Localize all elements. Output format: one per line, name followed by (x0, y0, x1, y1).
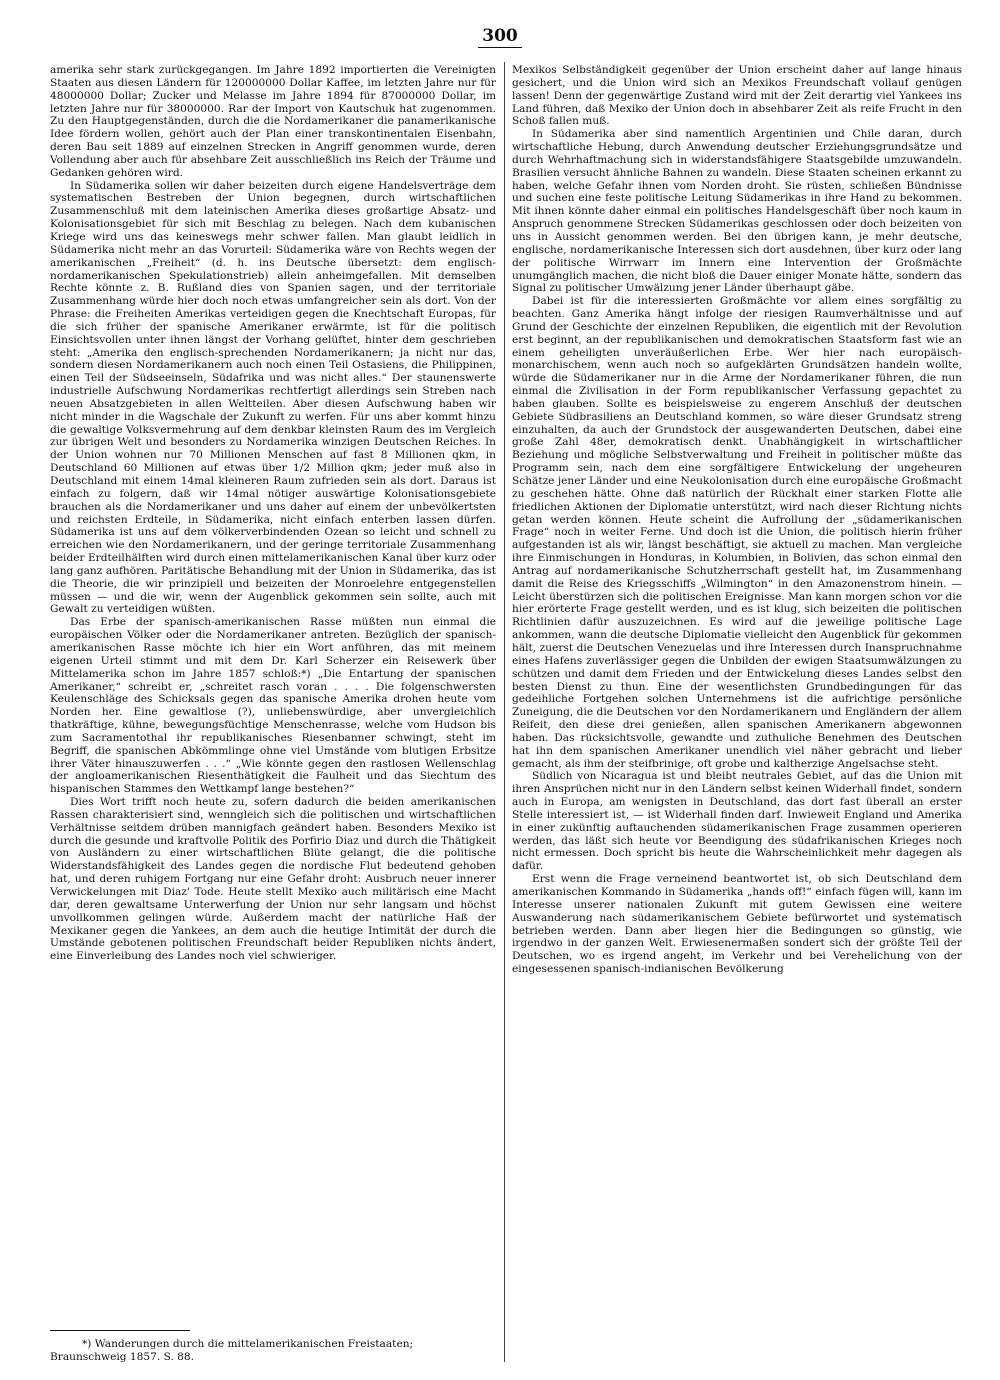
paragraph: amerika sehr stark zurückgegangen. Im Jahre 1892 importierten die Vereinigten Staaten aus diesen Ländern für 120000000 Dollar Kaffee, im letzten Jahre nur für 48000000 Dollar; Zucker und Melasse im Jahre 1894 für 87000000 Dollar, im letzten Jahre nur für 38000000. Rar der Import von Kautschuk hat zugenommen. Zu den Hauptgegenständen, durch die die Nordamerikaner die panamerikanische Idee fördern wollen, gehört auch der Plan einer transkontinentalen Eisenbahn, deren Bau seit 1889 auf einzelnen Strecken in Angriff genommen wurde, deren Vollendung aber auch für absehbare Zeit ausschließlich ins Reich der Träume und Gedanken gehören wird. (50, 64, 496, 179)
footnote-rule (50, 1330, 190, 1331)
page-number-rule (478, 47, 522, 48)
page-number: 300 (482, 26, 518, 46)
paragraph: Erst wenn die Frage verneinend beantwortet ist, ob sich Deutschland dem amerikanischen Kommando in Südamerika „hands off!“ einfach fügen will, kann im Interesse unserer nationalen Zukunft mit gutem Gewissen eine weitere Auswanderung nach südamerikanischem Gebiete befürwortet und systematisch betrieben werden. Dann aber liegen hier die Bedingungen so günstig, wie irgendwo in der ganzen Welt. Erwiesenermaßen sondert sich der größte Teil der Deutschen, wo es irgend angeht, im Verkehr und bei Verehelichung von der eingesessenen spanisch-indianischen Bevölkerung (512, 873, 962, 976)
footnote-line: Braunschweig 1857. S. 88. (50, 1351, 195, 1363)
column-divider (504, 62, 505, 1362)
left-column (50, 64, 496, 963)
paragraph: In Südamerika aber sind namentlich Argentinien und Chile daran, durch wirtschaftliche Hebung, durch Anwendung deutscher Erziehungsgrundsätze und durch Wehrhaftmachung sich in widerstandsfähigere Staatsgebilde umzuwandeln. Brasilien versucht ähnliche Bahnen zu wandeln. Diese Staaten scheinen erkannt zu haben, welche Gefahr ihnen vom Norden droht. Sie rüsten, schließen Bündnisse und suchen eine feste politische Leitung Südamerikas in ihre Hand zu bekommen. Mit ihnen könnte daher einmal ein politisches Handelsgeschäft über noch kaum in Anspruch genommene Strecken Südamerikas geschlossen oder doch beizeiten von uns in Aussicht genommen werden. Bei den übrigen kann, je mehr deutsche, englische, nordamerikanische Interessen sich dort ausdehnen, über kurz oder lang der politische Wirrwarr im Innern eine Intervention der Großmächte unumgänglich machen, die nicht bloß die Dauer einiger Monate hätte, sondern das Signal zu politischer Umwälzung jener Länder überhaupt gäbe. (512, 128, 962, 295)
paragraph: Dabei ist für die interessierten Großmächte vor allem eines sorgfältig zu beachten. Ganz Amerika hängt infolge der riesigen Raumverhältnisse und auf Grund der Geschichte der einzelnen Republiken, die eigentlich mit der Revolution erst beginnt, an der republikanischen und demokratischen Staatsform fast wie an einem geheiligten unveräußerlichen Erbe. Wer hier nach europäisch-monarchischem, wenn auch noch so aufgeklärten Grundsätzen handeln wollte, würde die Südamerikaner nur in die Arme der Nordamerikaner führen, die nun einmal die Zivilisation in der Form republikanischer Verfassung gepachtet zu haben glauben. Sollte es beispielsweise zu engerem Anschluß der deutschen Gebiete Südbrasiliens an Deutschland kommen, so wäre dieser Grundsatz streng einzuhalten, da auch der Grundstock der ausgewanderten Deutschen, dabei eine große Zahl 48er, demokratisch denkt. Unabhängigkeit in wirtschaftlicher Beziehung und mögliche Selbstverwaltung und Freiheit in politischer müßte das Programm sein, nach dem eine sorgfältigere Entwickelung der ungeheuren Schätze jener Länder und eine Neukolonisation durch eine europäische Großmacht zu geschehen hätte. Ohne daß natürlich der Rückhalt einer starken Flotte alle friedlichen Aktionen der Diplomatie unterstützt, wird nach dieser Richtung nichts getan werden können. Heute scheint die Aufrollung der „südamerikanischen Frage“ noch in weiter Ferne. Und doch ist die Union, die politisch hierin früher aufgestanden ist als wir, längst beschäftigt, sie aktuell zu machen. Man vergleiche ihre Einmischungen in Honduras, in Kolumbien, in Bolivien, das schon einmal den Antrag auf nordamerikanische Schutzherrschaft gestellt hat, im Zusammenhang damit die Reise des Kriegsschiffs „Wilmington“ in den Amazonenstrom hinein. — Leicht überstürzen sich die politischen Ereignisse. Man kann morgen schon vor die hier erörterte Frage gestellt werden, und es ist klug, sich beizeiten die politischen Richtlinien dafür auszuzeichnen. Es wird auf die jeweilige politische Lage ankommen, wann die deutsche Diplomatie vielleicht den Augenblick für gekommen hält, zuerst die Deutschen Venezuelas und ihre Interessen durch Inanspruchnahme eines Hafens zuverlässiger gegen die Unbilden der ewigen Staatsumwälzungen zu schützen und damit dem Frieden und der Entwickelung dieses Landes selbst den besten Dienst zu thun. Eine der wesentlichsten Grundbedingungen für das gedeihliche Fortgehen solchen Unternehmens ist die aufrichtige persönliche Zuneigung, die die Deutschen vor den Nordamerikanern und Engländern der allem Reifeit, den diese drei genießen, allen spanischen Amerikanern abgewonnen haben. Das rücksichtsvolle, gewandte und zuthuliche Benehmen des Deutschen hat ihn dem spanischen Amerikaner unendlich viel näher gebracht und lieber gemacht, als ihm der steifbrinige, oft grobe und kaltherzige Angelsachse steht. (512, 295, 962, 770)
paragraph: Mexikos Selbständigkeit gegenüber der Union erscheint daher auf lange hinaus gesichert, und die Union wird sich an Mexikos Freundschaft vollauf genügen lassen! Denn der gegenwärtige Zustand wird mit der Zeit derartig viel Yankees ins Land führen, daß Mexiko der Union doch in absehbarer Zeit als reife Frucht in den Schoß fallen muß. (512, 64, 962, 128)
right-column (512, 64, 962, 976)
paragraph: Das Erbe der spanisch-amerikanischen Rasse müßten nun einmal die europäischen Völker oder die Nordamerikaner antreten. Bezüglich der spanisch-amerikanischen Rasse möchte ich hier ein Wort anführen, das mit meinem eigenen Urteil stimmt und mit dem Dr. Karl Scherzer ein Reisewerk über Mittelamerika schon im Jahre 1857 schloß:*) „Die Entartung der spanischen Amerikaner,“ schreibt er, „schreitet rasch voran . . . . Die folgenschwersten Keulenschläge des Schicksals gegen das spanische Amerika drohen heute vom Norden her. Eine gewaltlose (?), unliebenswürdige, aber unvergleichlich thatkräftige, kühne, bewegungsfüchtige Menschenrasse, welche vom Hudson bis zum Sacramentothal ihr republikanisches Riesenbanner schwingt, steht im Begriff, die spanischen Abkömmlinge ohne viel Umstände vom blutigen Erbsitze ihrer Väter hinauszuwerfen . . .“ „Wie könnte gegen den rastlosen Wellenschlag der angloamerikanischen Riesenthätigkeit die Faulheit und das Siechtum des hispanischen Stammes den Wettkampf lange bestehen?“ (50, 616, 496, 796)
paragraph: In Südamerika sollen wir daher beizeiten durch eigene Handelsverträge dem systematischen Bestreben der Union begegnen, durch wirtschaftlichen Zusammenschluß mit dem lateinischen Amerika dieses großartige Absatz- und Kolonisationsgebiet für sich mit Beschlag zu belegen. Nach dem kubanischen Kriege wird uns das keineswegs mehr schwer fallen. Man glaubt leidlich in Südamerika nicht mehr an das Vorurteil: Südamerika wäre von Rechts wegen der amerikanischen „Freiheit“ (d. h. ins Deutsche übersetzt: dem englisch-nordamerikanischen Spekulationstrieb) allein anheimgefallen. Mit demselben Rechte könnte z. B. Rußland dies von Spanien sagen, und der territoriale Zusammenhang würde hier doch noch etwas umfangreicher sein als dort. Von der Phrase: die Freiheiten Amerikas verteidigen gegen die Knechtschaft Europas, für die sich früher der spanische Amerikaner erwärmte, ist für die politisch Einsichtsvollen unter ihnen längst der Vorhang gelüftet, hinter dem geschrieben steht: „Amerika den englisch-sprechenden Nordamerikanern; ja nicht nur das, sondern diesen Nordamerikanern auch noch einen Teil Ostasiens, die Philippinen, einen Teil der Südseeinseln, Südafrika und was nicht alles.“ Der staunenswerte industrielle Aufschwung Nordamerikas rechtfertigt allerdings sein Streben nach neuen Absatzgebieten in allen Weltteilen. Aber diesen Aufschwung haben wir nicht minder in die Wagschale der Zukunft zu werfen. Für uns aber kommt hinzu die gewaltige Volksvermehrung auf dem denkbar kleinsten Raum des im Vergleich zur übrigen Welt und besonders zu Nordamerika winzigen Deutschen Reiches. In der Union wohnen nur 70 Millionen Menschen auf fast 8 Millionen qkm, in Deutschland 60 Millionen auf etwas über 1/2 Million qkm; jeder muß also in Deutschland mit einem 14mal kleineren Raum zufrieden sein als dort. Daraus ist einfach zu folgern, daß wir 14mal nötiger auswärtige Kolonisationsgebiete brauchen als die Nordamerikaner und uns daher auf einem der unbevölkertsten und reichsten Erdteile, in Südamerika, nicht einfach enterben lassen dürfen. Südamerika ist uns auf dem völkerverbindenden Ozean so leicht und schnell zu erreichen wie den Nordamerikanern, und der geringe territoriale Zusammenhang beider Erdteilhälften wird durch einen mittelamerikanischen Kanal über kurz oder lang ganz aufhören. Paritätische Behandlung mit der Union in Südamerika, das ist die Theorie, die wir prinzipiell und beizeiten der Monroelehre entgegenstellen müssen — und die wir, wenn der Augenblick gekommen sein sollte, auch mit Gewalt zu verteidigen wüßten. (50, 179, 496, 616)
footnote (50, 1338, 496, 1364)
paragraph: Südlich von Nicaragua ist und bleibt neutrales Gebiet, auf das die Union mit ihren Ansprüchen nicht nur in den Ländern selbst keinen Widerhall findet, sondern auch in Europa, am wenigsten in Deutschland, das dort fast überall an erster Stelle interessiert ist, — ist Widerhall finden darf. Inwieweit England und Amerika in einer zukünftig auftauchenden südamerikanischen Frage zusammen operieren werden, das läßt sich heute vor Beendigung des südafrikanischen Krieges noch nicht ermessen. Doch spricht bis heute die Wahrscheinlichkeit mehr dagegen als dafür. (512, 770, 962, 873)
paragraph: Dies Wort trifft noch heute zu, sofern dadurch die beiden amerikanischen Rassen charakterisiert sind, wenngleich sich die politischen und wirtschaftlichen Verhältnisse seitdem drüben mannigfach geändert haben. Besonders Mexiko ist durch die gesunde und kraftvolle Politik des Porfirio Diaz und durch die Thätigkeit von Ausländern zu einer wirtschaftlichen Blüte gelangt, die die politische Widerstandsfähigkeit des Landes gegen die nordische Flut bedeutend gehoben hat, und deren ruhigem Fortgang nur eine Gefahr droht: Ausbruch neuer innerer Verwickelungen mit Diaz' Tode. Heute stellt Mexiko auch militärisch eine Macht dar, deren gewaltsame Unterwerfung der Union nur sehr langsam und höchst unvollkommen gelingen würde. Außerdem macht der natürliche Haß der Mexikaner gegen die Yankees, an dem auch die heutige Intimität der durch die Umstände gebotenen politischen Freundschaft beider Republiken nichts ändert, eine Einverleibung des Landes noch viel schwieriger. (50, 796, 496, 963)
footnote-line: *) Wanderungen durch die mittelamerikanischen Freistaaten; (82, 1338, 414, 1350)
